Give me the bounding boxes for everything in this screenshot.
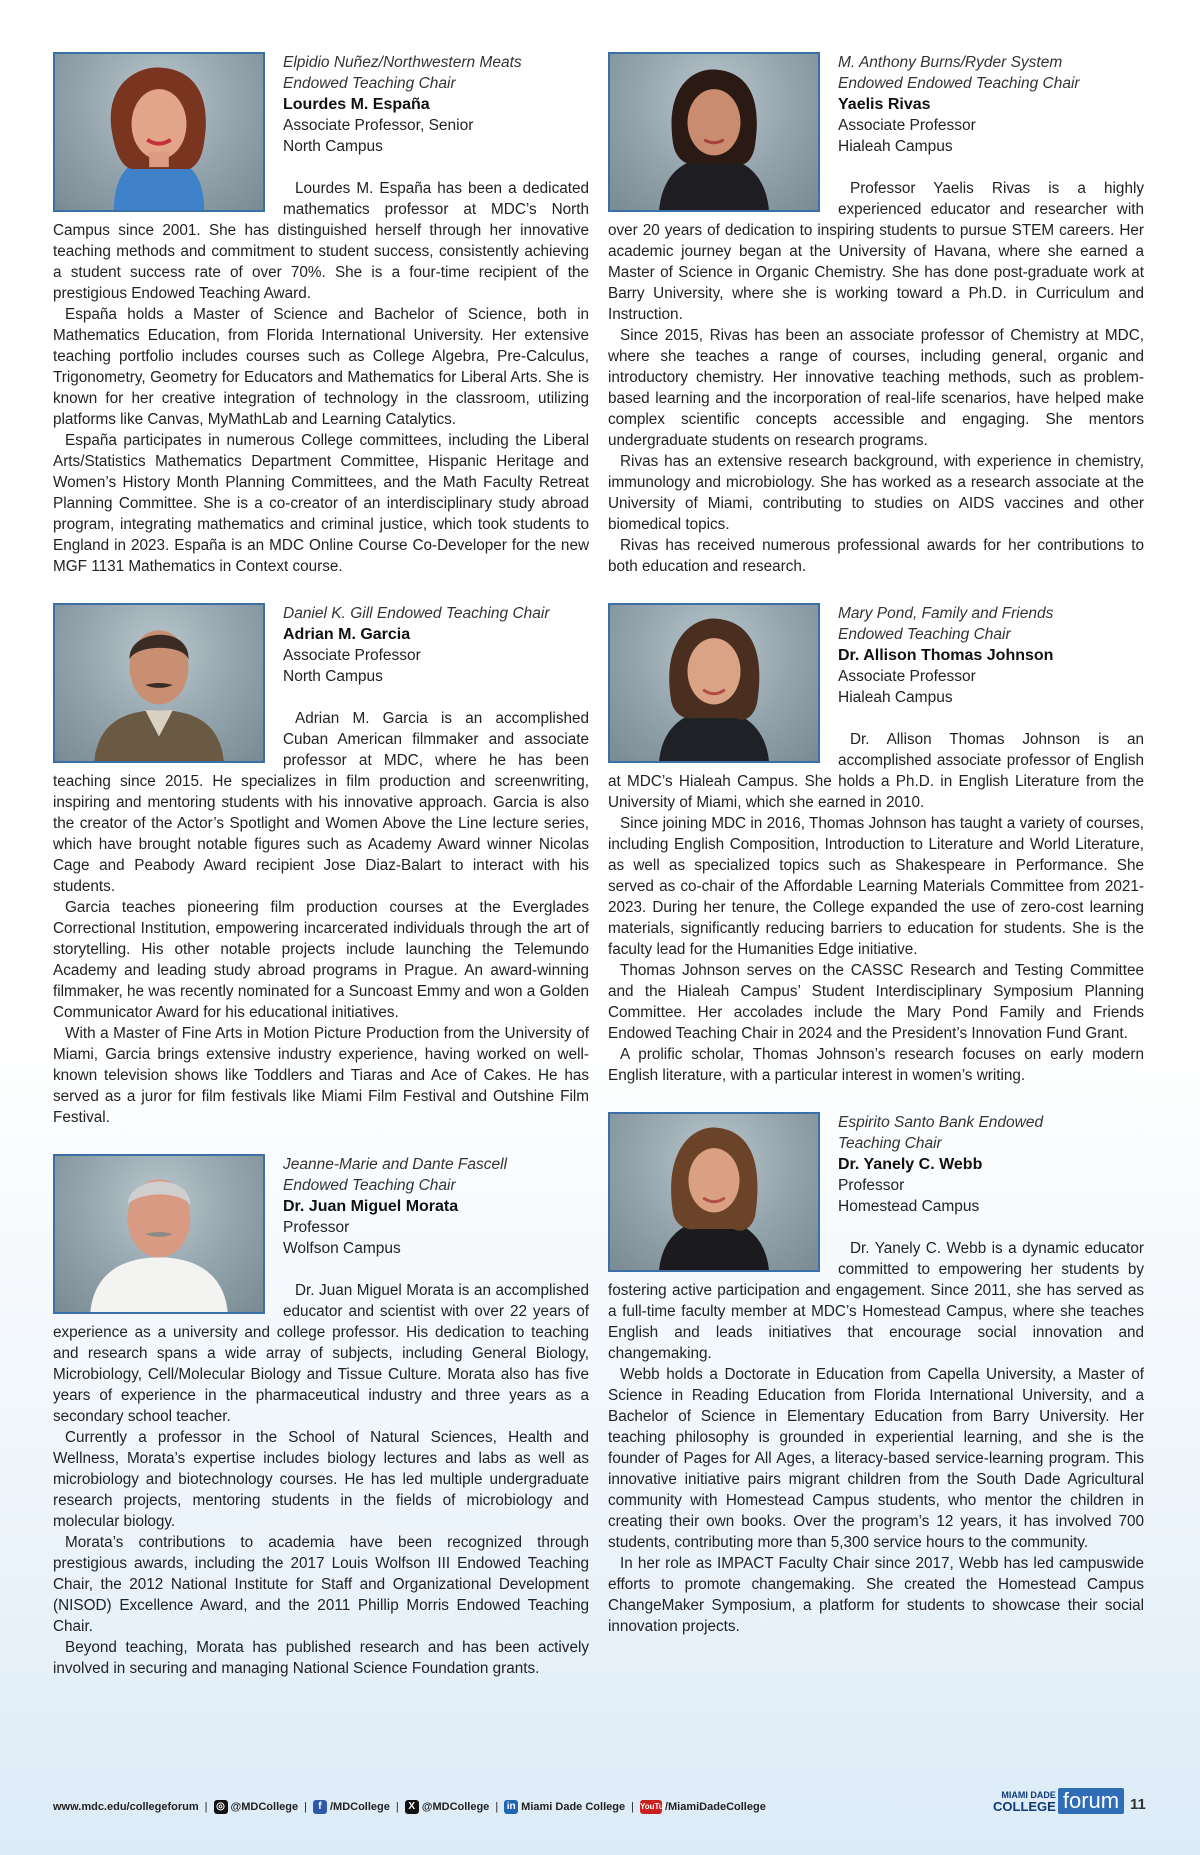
logo-forum: forum [1058,1788,1124,1814]
youtube-link[interactable] [640,1800,766,1814]
bio-paragraph: In her role as IMPACT Faculty Chair since 2017, Webb has led campuswide efforts to promote changemaking. She created the Homestead Campus ChangeMaker Symposium, a platform for students to showcase their social innovation projects. [608,1555,1144,1635]
separator: | [495,1801,499,1813]
instagram-icon: ◎ [214,1800,228,1814]
page-number: 11 [1130,1796,1146,1813]
bio-paragraph: Thomas Johnson serves on the CASSC Research and Testing Committee and the Hialeah Campus’ Student Interdisciplinary Symposium Planning Committee. Her accolades include the Mary Pond Family and Friends Endowed Teaching Chair in 2024 and the President’s Innovation Fund Grant. [608,962,1144,1042]
chair-line: Endowed Endowed Teaching Chair [838,75,1080,92]
bio-paragraph: Garcia teaches pioneering film production courses at the Everglades Correctional Institution, empowering incarcerated individuals through the art of storytelling. His other notable projects include launching the Telemundo Academy and leading study abroad programs in Prague. An award-winning filmmaker, he was recently nominated for a Suncoast Emmy and won a Golden Communicator Award for his educational initiatives. [53,899,589,1021]
chair-line: Teaching Chair [838,1135,942,1152]
faculty-title: Associate Professor [838,668,976,685]
linkedin-icon: in [504,1800,518,1814]
logo-college-name [993,1791,1056,1814]
instagram-link[interactable] [214,1800,299,1814]
portrait-photo [608,52,820,212]
portrait-photo [53,1154,265,1314]
profile-johnson [608,603,1144,1086]
portrait-photo [608,603,820,763]
linkedin-link[interactable] [504,1800,625,1814]
faculty-name: Dr. Allison Thomas Johnson [838,647,1054,664]
bio-paragraph: Adrian M. Garcia is an accomplished Cuban American filmmaker and associate professor at MDC, where he has been teaching since 2015. He specializes in film production and screenwriting, inspiring and mentoring students with his innovative approach. Garcia is also the creator of the Actor’s Spotlight and Women Above the Line lecture series, which have brought notable figures such as Academy Award winner Nicolas Cage and Peabody Award recipient Jose Diaz-Balart to interact with his students. [53,710,589,895]
chair-line: Mary Pond, Family and Friends [838,605,1054,622]
facebook-link[interactable] [313,1800,390,1814]
faculty-title: Professor [838,1177,905,1194]
faculty-campus: Wolfson Campus [283,1240,401,1257]
faculty-name: Dr. Yanely C. Webb [838,1156,983,1173]
bio-paragraph: Rivas has an extensive research background, with experience in chemistry, immunology and microbiology. She has worked as a research associate at the University of Miami, contributing to studies on AIDS vaccines and other biomedical topics. [608,453,1144,533]
bio-paragraph: A prolific scholar, Thomas Johnson’s research focuses on early modern English literature, with a particular interest in women’s writing. [608,1046,1144,1084]
bio-text [53,178,589,577]
chair-line: Espirito Santo Bank Endowed [838,1114,1044,1131]
portrait-photo [53,603,265,763]
bio-paragraph: Beyond teaching, Morata has published research and has been actively involved in securing and managing National Science Foundation grants. [53,1639,589,1677]
faculty-name: Adrian M. Garcia [283,626,411,643]
bio-paragraph: Morata’s contributions to academia have been recognized through prestigious awards, including the 2017 Louis Wolfson III Endowed Teaching Chair, the 2012 National Institute for Staff and Organizational Development (NISOD) Excellence Award, and the 2011 Phillip Morris Endowed Teaching Chair. [53,1534,589,1635]
left-column [53,52,589,1705]
bio-paragraph: Dr. Allison Thomas Johnson is an accomplished associate professor of English at MDC’s Hialeah Campus. She holds a Ph.D. in English Literature from the University of Miami, which she earned in 2010. [608,731,1144,811]
bio-paragraph: Since joining MDC in 2016, Thomas Johnson has taught a variety of courses, including English Composition, Introduction to Literature and World Literature, as well as specialized topics such as Shakespeare in Performance. She served as co-chair of the Affordable Learning Materials Committee from 2021-2023. During her tenure, the College expanded the use of zero-cost learning materials, significantly reducing barriers to education for students. She is the faculty lead for the Humanities Edge initiative. [608,815,1144,958]
bio-paragraph: Dr. Juan Miguel Morata is an accomplished educator and scientist with over 22 years of experience as a university and college professor. His dedication to teaching and research spans a wide array of subjects, including General Biology, Microbiology, Cell/Molecular Biology and Tissue Culture. Morata also has five years of experience in the pharmaceutical industry and three years as a secondary school teacher. [53,1282,589,1425]
bio-paragraph: Currently a professor in the School of Natural Sciences, Health and Wellness, Morata’s expertise includes biology lectures and labs as well as microbiology and biotechnology courses. He has led multiple undergraduate research projects, mentoring students in the fields of microbiology and molecular biology. [53,1429,589,1530]
faculty-name: Lourdes M. España [283,96,430,113]
x-icon: X [405,1800,419,1814]
logo-line-1: MIAMI DADE [1001,1790,1056,1800]
youtube-icon: YouTube [640,1800,662,1814]
faculty-title: Associate Professor [838,117,976,134]
bio-paragraph: Lourdes M. España has been a dedicated mathematics professor at MDC’s North Campus since 2001. She has distinguished herself through her innovative teaching methods and commitment to student success, consistently achieving a student success rate of over 70%. She is a four-time recipient of the prestigious Endowed Teaching Award. [53,180,589,302]
faculty-name: Dr. Juan Miguel Morata [283,1198,459,1215]
website-link[interactable]: www.mdc.edu/collegeforum [53,1801,199,1813]
x-handle: @MDCollege [421,1801,490,1813]
bio-text [53,708,589,1128]
separator: | [395,1801,399,1813]
college-forum-logo [993,1788,1124,1814]
chair-line: Endowed Teaching Chair [838,626,1011,643]
facebook-icon: f [313,1800,327,1814]
faculty-title: Associate Professor [283,647,421,664]
chair-line: M. Anthony Burns/Ryder System [838,54,1063,71]
bio-paragraph: Dr. Yanely C. Webb is a dynamic educator committed to empowering her students by fostering active participation and engagement. Since 2011, she has served as a full-time faculty member at MDC’s Homestead Campus, where she teaches English and leads initiatives that encourage social innovation and changemaking. [608,1240,1144,1362]
chair-line: Jeanne-Marie and Dante Fascell [283,1156,508,1173]
faculty-title: Associate Professor, Senior [283,117,474,134]
faculty-campus: Hialeah Campus [838,689,953,706]
page-footer [53,1788,1153,1820]
linkedin-handle: Miami Dade College [521,1801,626,1813]
instagram-handle: @MDCollege [230,1801,299,1813]
bio-paragraph: Professor Yaelis Rivas is a highly experienced educator and researcher with over 20 years of dedication to inspiring students to pursue STEM careers. Her academic journey began at the University of Havana, where she earned a Master of Science in Organic Chemistry. She has done post-graduate work at Barry University, where she is working toward a Ph.D. in Curriculum and Instruction. [608,180,1144,323]
chair-line: Elpidio Nuñez/Northwestern Meats [283,54,522,71]
chair-line: Daniel K. Gill Endowed Teaching Chair [283,605,550,622]
bio-text [608,729,1144,1086]
x-link[interactable] [405,1800,490,1814]
bio-text [608,1238,1144,1637]
chair-line: Endowed Teaching Chair [283,1177,456,1194]
faculty-name: Yaelis Rivas [838,96,931,113]
bio-text [608,178,1144,577]
profile-webb [608,1112,1144,1637]
profile-rivas [608,52,1144,577]
bio-paragraph: España participates in numerous College committees, including the Liberal Arts/Statistics Mathematics Department Committee, Hispanic Heritage and Women’s History Month Planning Committees, and the Math Faculty Retreat Planning Committee. She is a co-creator of an interdisciplinary study abroad program, integrating mathematics and criminal justice, which took students to England in 2023. España is an MDC Online Course Co-Developer for the new MGF 1131 Mathematics in Context course. [53,432,589,575]
chair-line: Endowed Teaching Chair [283,75,456,92]
faculty-title: Professor [283,1219,350,1236]
faculty-campus: North Campus [283,138,383,155]
profile-morata [53,1154,589,1679]
bio-paragraph: Rivas has received numerous professional awards for her contributions to both education and research. [608,537,1144,575]
separator: | [631,1801,634,1813]
facebook-handle: /MDCollege [329,1801,390,1813]
separator: | [304,1801,307,1813]
bio-paragraph: With a Master of Fine Arts in Motion Picture Production from the University of Miami, Garcia brings extensive industry experience, having worked on well-known television shows like Toddlers and Tiaras and Ace of Cakes. He has served as a juror for film festivals like Miami Film Festival and Outshine Film Festival. [53,1025,589,1126]
youtube-handle: /MiamiDadeCollege [664,1801,766,1813]
bio-paragraph: Since 2015, Rivas has been an associate professor of Chemistry at MDC, where she teaches a range of courses, including general, organic and introductory chemistry. Her innovative teaching methods, such as problem-based learning and the incorporation of real-life scenarios, have helped make complex scientific concepts accessible and engaging. She mentors undergraduate students on research programs. [608,327,1144,449]
logo-line-2: COLLEGE [993,1799,1056,1814]
profile-espana [53,52,589,577]
right-column [608,52,1144,1663]
bio-text [53,1280,589,1679]
faculty-campus: North Campus [283,668,383,685]
profile-garcia [53,603,589,1128]
faculty-campus: Homestead Campus [838,1198,980,1215]
bio-paragraph: España holds a Master of Science and Bachelor of Science, both in Mathematics Education, from Florida International University. Her extensive teaching portfolio includes courses such as College Algebra, Pre-Calculus, Trigonometry, Geometry for Educators and Mathematics for Liberal Arts. She is known for her creative integration of technology in the classroom, utilizing platforms like Canvas, MyMathLab and Learning Catalytics. [53,306,589,428]
bio-paragraph: Webb holds a Doctorate in Education from Capella University, a Master of Science in Reading Education from Florida International University, and a Bachelor of Science in Elementary Education from Barry University. Her teaching philosophy is grounded in experiential learning, and she is the founder of Pages for All Ages, a literacy-based service-learning program. This innovative initiative pairs migrant children from the South Dade Agricultural community with Homestead Campus students, who mentor the children in creating their own books. Over the program’s 12 years, it has involved 700 students, contributing more than 5,300 service hours to the community. [608,1366,1144,1551]
faculty-campus: Hialeah Campus [838,138,953,155]
portrait-photo [53,52,265,212]
separator: | [204,1801,208,1813]
portrait-photo [608,1112,820,1272]
